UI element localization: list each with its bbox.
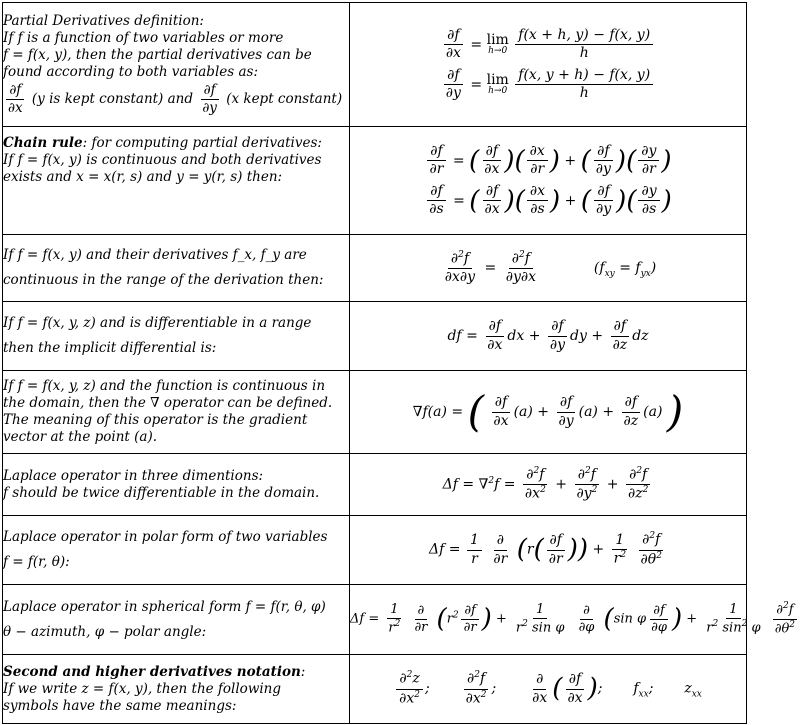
table-row <box>3 3 747 127</box>
desc-line: If f = f(x, y) is continuous and both derivatives <box>3 152 322 168</box>
desc-text: (x kept constant) <box>226 91 343 107</box>
table-row <box>3 516 747 585</box>
desc-line: vector at the point (a). <box>3 429 158 445</box>
desc-text: : for computing partial derivatives: <box>82 135 322 151</box>
formula-line: $\frac{\partial f}{\partial s}$ = ( $\frac{\partial f}{\partial x}$ )( $\frac{\partial x}{\partial s}$ ) + ( $\frac{\partial f}{\partial y}$ )( $\frac{\partial y}{\partial s}$ ) <box>429 182 672 217</box>
row-description <box>3 655 350 724</box>
desc-line: f = f(x, y), then the partial derivatives can be <box>3 47 312 64</box>
table-row <box>3 235 747 302</box>
desc-line: If f = f(x, y, z) and is differentiable in a range <box>3 315 312 331</box>
table-row <box>3 371 747 454</box>
formula-cell: $\frac{\partial^2z}{\partial x^2}$ ; $\frac{\partial^2f}{\partial x^2}$ ; $\frac{\partial}{\partial x}$ ( $\frac{\partial f}{\partial x}$ ); $f_{xx}$; $z_{xx}$ <box>350 655 747 724</box>
desc-line: then the implicit differential is: <box>3 340 217 356</box>
desc-line: The meaning of this operator is the gradient <box>3 412 308 428</box>
table-row <box>3 127 747 235</box>
row-description <box>3 454 350 516</box>
formula-cell: df = $\frac{\partial f}{\partial x}$ dx + $\frac{\partial f}{\partial y}$ dy + $\frac{\partial f}{\partial z}$ dz <box>350 302 747 371</box>
formula-cell: Δf = $\frac{1}{r^2}$ $\frac{\partial}{\partial r}$ ($r^2$ $\frac{\partial f}{\partial r}$ ) + $\frac{1}{r^2 \sin \varphi}$ $\frac{\partial}{\partial\varphi}$ (sin φ $\frac{\partial f}{\partial\varphi}$ ) + $\frac{1}{r^2 \sin^2 \varphi}$ $\frac{\partial^2f}{\partial\theta^2}$ <box>350 585 747 655</box>
desc-line: continuous in the range of the derivation then: <box>3 272 324 288</box>
desc-line: Laplace operator in spherical form f = f(r, θ, φ) <box>3 598 326 615</box>
desc-line <box>3 664 349 681</box>
table-row <box>3 454 747 516</box>
desc-line: Laplace operator in three dimentions: <box>3 467 264 484</box>
desc-line: found according to both variables as: <box>3 64 258 81</box>
table-row <box>3 585 747 655</box>
desc-line: If f = f(x, y) and their derivatives f_x, f_y are <box>3 247 307 263</box>
desc-line <box>3 83 349 116</box>
formula-cell <box>350 3 747 127</box>
row-description <box>3 516 350 585</box>
row-description <box>3 127 350 235</box>
desc-bold: Chain rule <box>3 135 83 151</box>
formula-cell: ∇f(a) = ( $\frac{\partial f}{\partial x}$ (a) + $\frac{\partial f}{\partial y}$ (a) + $\frac{\partial f}{\partial z}$ (a) ) <box>350 371 747 454</box>
formula-cell: Δf = ∇$^2$f = $\frac{\partial^2f}{\partial x^2}$ + $\frac{\partial^2f}{\partial y^2}$ + $\frac{\partial^2f}{\partial z^2}$ <box>350 454 747 516</box>
desc-line: f should be twice differentiable in the domain. <box>3 484 320 501</box>
desc-line: Partial Derivatives definition: <box>3 13 204 30</box>
formula-cell: Δf = $\frac{1}{r}$ $\frac{\partial}{\partial r}$ (r( $\frac{\partial f}{\partial r}$ )) + $\frac{1}{r^2}$ $\frac{\partial^2f}{\partial\theta^2}$ <box>350 516 747 585</box>
desc-line <box>3 135 349 152</box>
row-description <box>3 3 350 127</box>
desc-line: Laplace operator in polar form of two variables <box>3 529 328 545</box>
desc-line: exists and x = x(r, s) and y = y(r, s) then: <box>3 169 283 185</box>
table-row <box>3 655 747 724</box>
desc-line: symbols have the same meanings: <box>3 697 237 714</box>
desc-bold: Second and higher derivatives notation <box>3 663 301 680</box>
desc-line: f = f(r, θ): <box>3 554 70 570</box>
desc-line: If f is a function of two variables or more <box>3 30 284 47</box>
formula-line: $\frac{\partial f}{\partial y}$ = lim h→0 $\frac{f(x, y + h) - f(x, y)}{h}$ <box>350 68 746 102</box>
desc-line: If f = f(x, y, z) and the function is continuous in <box>3 378 326 394</box>
desc-text: : <box>300 663 306 680</box>
row-description <box>3 235 350 302</box>
row-description <box>3 585 350 655</box>
formula-line: $\frac{\partial f}{\partial x}$ = lim h→0 $\frac{f(x + h, y) - f(x, y)}{h}$ <box>350 28 746 62</box>
desc-line: θ − azimuth, φ − polar angle: <box>3 623 207 640</box>
row-description <box>3 371 350 454</box>
table-row <box>3 302 747 371</box>
formula-cell <box>350 127 747 235</box>
partial-fraction: $\frac{\partial f}{\partial x}$ <box>8 82 23 116</box>
formula-table <box>2 2 796 724</box>
formula-cell: $\frac{\partial^2f}{\partial x\partial y}$ = $\frac{\partial^2f}{\partial y\partial x}$ $(f_{xy} = f_{yx})$ <box>350 235 747 302</box>
partial-fraction: $\frac{\partial f}{\partial y}$ <box>202 82 217 116</box>
desc-text: (y is kept constant) and <box>31 91 194 107</box>
row-description <box>3 302 350 371</box>
desc-line: If we write z = f(x, y), then the following <box>3 680 282 697</box>
formula-line: $\frac{\partial f}{\partial r}$ = ( $\frac{\partial f}{\partial x}$ )( $\frac{\partial x}{\partial r}$ ) + ( $\frac{\partial f}{\partial y}$ )( $\frac{\partial y}{\partial r}$ ) <box>350 144 746 178</box>
desc-line: the domain, then the ∇ operator can be defined. <box>3 395 333 411</box>
